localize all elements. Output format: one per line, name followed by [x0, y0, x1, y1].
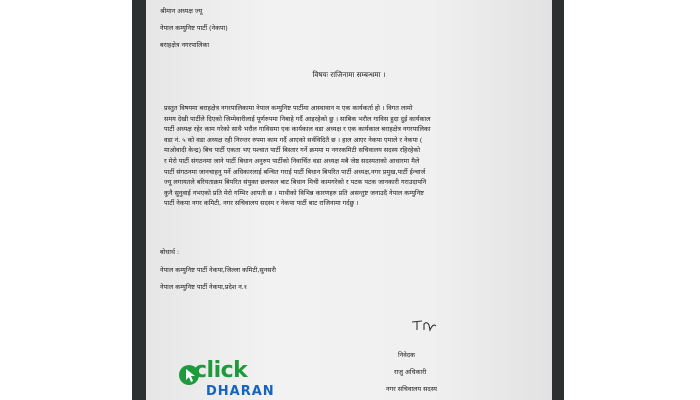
body-line: प्रस्तुत विषयमा बराहक्षेत्र नगरपालिकामा नेपाल कम्युनिष्ट पार्टीमा आस्थावान म एक कार्यकर्ता हो । विगत लामो [164, 104, 413, 112]
recipient-location: बराहक्षेत्र नगरपालिका [160, 41, 210, 49]
applicant-label: निवेदक [398, 351, 416, 359]
cc-line: नेपाल कम्युनिष्ट पार्टी नेकपा,जिल्ला कमिटी,सुनसरी [160, 266, 276, 274]
body-line: समय देखी पार्टीले दिएको जिम्मेवारीलाई पूर्णरुपमा निबाहे गर्दै आइरहेको छु । साबिक भरौल गाविस हुदा दुई कार्यकाल [164, 114, 431, 123]
body-line: पार्टी नेकपा नगर कमिटी, नगर सचिवालय सदस्य र नेकपा पार्टी बाट राजिनामा गर्दछु । [164, 199, 359, 208]
body-line: वडा नं. ५ को वडा अध्यक्ष रही निरन्तर रुपमा काम गर्दै आएको सर्वविदितै छ । हाल आएर नेकपा एमाले र नेकपा ( [164, 135, 423, 144]
recipient-organization: नेपाल कम्युनिष्ट पार्टी (नेकपा) [160, 24, 228, 32]
body-line: ज्यू लगायतले बरियताक्रम बिपरित संयुक्त छलफल बाट बिधान मिची कामगरेको र पटक पटक जानकारी गराउदापनि [164, 178, 427, 187]
applicant-name: राजु अधिकारी [394, 368, 427, 376]
letter-page [146, 0, 552, 400]
body-line: पार्टी अध्यक्ष रहेर काम गरेको साथै भरौल गाविसमा एक कार्यकाल वडा अध्यक्ष र एक कार्यकाल बराहक्षेत्र नगरपालिका [164, 125, 431, 134]
body-line: कुनै सुनुवाई नभएको प्रति मेरो गम्भिर आपती छ । माथीको विभिन्न कारणहरु प्रति असन्तुष्ट जनाउदै नेपाल कम्युनिष्ट [164, 188, 424, 197]
body-line: र मेरो पार्टी संगठनमा जाने पार्टी बिधान अनुरुप पार्टीको निवार्चित वडा अध्यक्ष मबै जेष्ठ सदस्यताको आधारमा मैले [164, 156, 420, 165]
cc-line: नेपाल कम्युनिष्ट पार्टी नेकपा,प्रदेश न.१ [160, 283, 248, 291]
recipient-title: श्रीमान अध्यक्ष ज्यू [160, 7, 203, 15]
letter-subject: विषयः राजिनामा सम्बन्धमा । [312, 70, 386, 79]
photo-background-left [132, 0, 146, 400]
cc-heading: बोधार्थ : [160, 248, 180, 256]
letter-body [164, 104, 534, 210]
watermark-dharan-text: DHARAN [206, 384, 275, 399]
body-line: पार्टी संगठनमा जानचाहनु पर्ने अधिकारलाई बन्चित गराई पार्टी बिधान बिपरित पार्टी अध्यक्ष,नगर प्रमुख,पार्टी ईन्चार्ज [164, 167, 426, 176]
applicant-role: नगर सचिवालय सदस्य [386, 385, 438, 393]
body-line: माओवादी केन्द्र) बिच पार्टी एकता भए पश्चात पार्टी बिस्तार गर्ने क्रममा म नगरकमिटी सचिवालय सदस्य रहिरहेको [164, 146, 420, 155]
signature-mark [410, 318, 438, 332]
click-dharan-watermark [176, 356, 286, 400]
watermark-click-text: click [194, 358, 248, 383]
photo-background-right [552, 0, 564, 400]
